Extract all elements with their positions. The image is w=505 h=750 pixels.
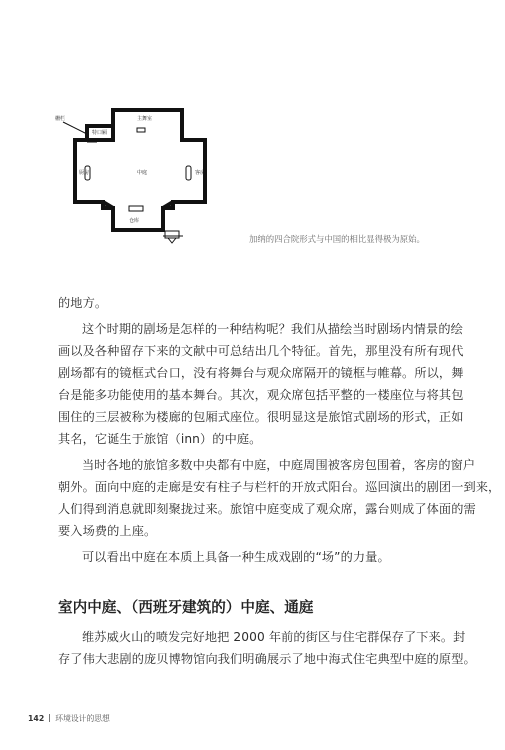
label-special-seat: 特口厢 xyxy=(92,130,108,136)
floor-plan-figure xyxy=(55,98,245,258)
label-kitchen: 厨房 xyxy=(79,170,90,176)
paragraph-line: 人们得到消息就即刻聚拢过来。旅馆中庭变成了观众席，露台则成了体面的需 xyxy=(58,502,476,516)
page-footer xyxy=(28,713,110,724)
paragraph-line: 维苏威火山的喷发完好地把 2000 年前的街区与住宅群保存了下来。封 xyxy=(82,630,466,644)
paragraph-line: 画以及各种留存下来的文献中可总结出几个特征。首先，那里没有所有现代 xyxy=(58,344,464,358)
paragraph-line: 存了伟大悲剧的庞贝博物馆向我们明确展示了地中海式住宅典型中庭的原型。 xyxy=(58,652,476,666)
paragraph-line: 这个时期的剧场是怎样的一种结构呢？我们从描绘当时剧场内情景的绘 xyxy=(82,322,463,336)
book-title: 环境设计的思想 xyxy=(55,714,110,723)
page-number: 142 xyxy=(28,714,45,723)
paragraph-line: 可以看出中庭在本质上具备一种生成戏剧的“场”的力量。 xyxy=(82,550,390,564)
label-courtyard: 中庭 xyxy=(137,170,148,176)
paragraph-line: 的地方。 xyxy=(58,296,108,310)
label-warehouse: 仓库 xyxy=(129,218,140,224)
paragraph-line: 台是能多功能使用的基本舞台。其次，观众席包括平整的一楼座位与将其包 xyxy=(58,388,464,402)
paragraph-line: 剧场都有的镜框式台口，没有将舞台与观众席隔开的镜框与帷幕。所以，舞 xyxy=(58,366,464,380)
label-guest-room: 客房 xyxy=(195,170,206,176)
section-heading: 室内中庭、（西班牙建筑的）中庭、通庭 xyxy=(58,599,314,616)
label-fence: 栅栏 xyxy=(55,116,66,122)
footer-divider xyxy=(49,714,50,722)
paragraph-line: 要入场费的上座。 xyxy=(58,524,157,538)
paragraph-line: 其名，它诞生于旅馆（inn）的中庭。 xyxy=(58,432,262,446)
figure-caption: 加纳的四合院形式与中国的相比显得极为原始。 xyxy=(249,234,425,244)
label-main-stage: 主舞室 xyxy=(137,116,153,122)
courtyard-plan-drawing xyxy=(55,98,245,258)
paragraph-line: 当时各地的旅馆多数中央都有中庭，中庭周围被客房包围着，客房的窗户 xyxy=(82,458,476,472)
paragraph-line: 围住的三层被称为楼廊的包厢式座位。很明显这是旅馆式剧场的形式，正如 xyxy=(58,410,464,424)
paragraph-line: 朝外。面向中庭的走廊是安有柱子与栏杆的开放式阳台。巡回演出的剧团一到来， xyxy=(58,480,501,494)
